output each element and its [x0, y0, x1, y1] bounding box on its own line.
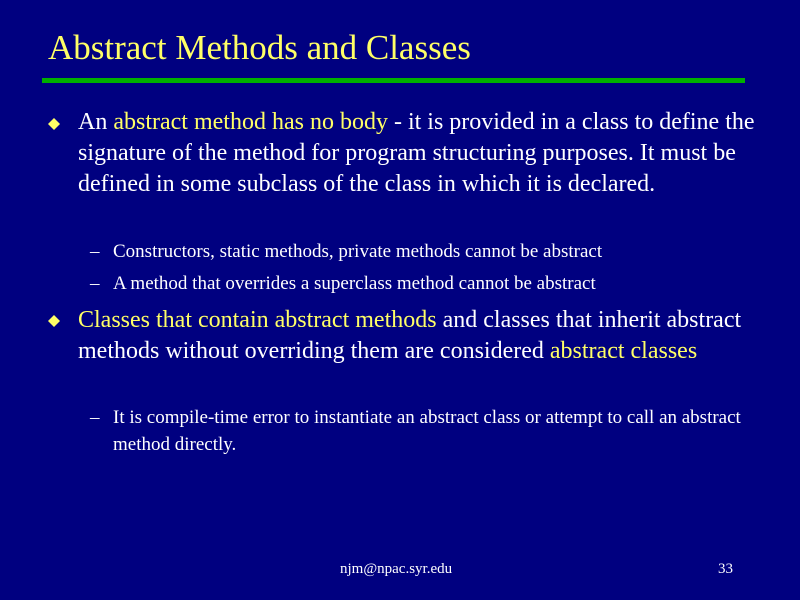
- dash-icon: –: [90, 407, 100, 428]
- bullet-1-segment-1: An: [78, 109, 114, 135]
- sub-item-text: Constructors, static methods, private methods cannot be abstract: [113, 241, 603, 262]
- sub-item: [90, 404, 770, 458]
- bullet-2-text: [78, 305, 758, 367]
- diamond-bullet-icon: [48, 118, 60, 124]
- footer-email: njm@npac.syr.edu: [340, 561, 453, 577]
- slide-title: Abstract Methods and Classes: [48, 28, 471, 67]
- bullet-1-text: [78, 107, 758, 200]
- title-divider: [42, 78, 745, 83]
- bullet-1-segment-3: - it is provided in a class to define the signature of the method for program structuring purposes. It must be defined in some subclass of the class in which it is declared.: [78, 109, 755, 197]
- sub-item-text: A method that overrides a superclass method cannot be abstract: [113, 273, 596, 294]
- bullet-1-segment-2: abstract method has no body: [113, 109, 388, 135]
- diamond-bullet-icon: [48, 315, 60, 321]
- dash-icon: –: [90, 241, 100, 262]
- sub-item: [90, 238, 770, 265]
- sub-item: [90, 270, 770, 297]
- bullet-2-segment-1: Classes that contain abstract methods: [78, 307, 437, 333]
- sub-item-text: It is compile-time error to instantiate an abstract class or attempt to call an abstract method directly.: [113, 407, 741, 455]
- bullet-2-segment-3: abstract classes: [549, 338, 698, 364]
- bullet-2-segment-2: and classes that inherit abstract methods without overriding them are considered: [78, 307, 742, 364]
- page-number: 33: [718, 561, 733, 577]
- dash-icon: –: [90, 273, 100, 294]
